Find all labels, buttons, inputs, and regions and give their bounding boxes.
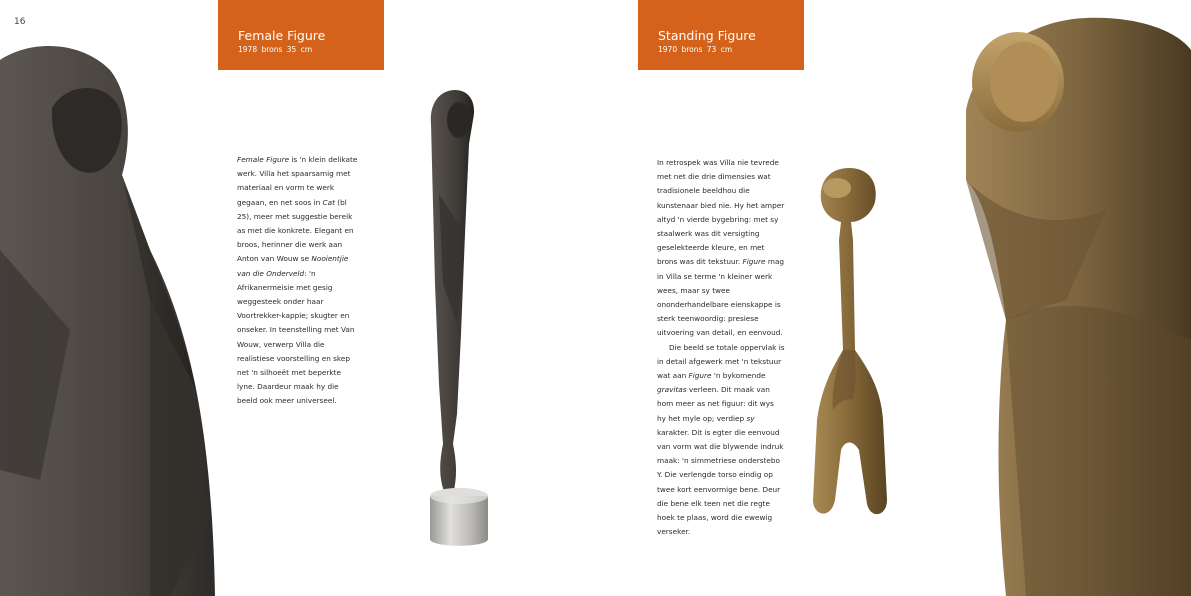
artwork-details: 1978 brons 35 cm <box>238 45 313 54</box>
right-page <box>596 0 1191 596</box>
female-figure-closeup-photo <box>0 0 225 596</box>
left-page <box>0 0 595 596</box>
standing-figure-closeup-photo <box>966 0 1191 596</box>
artwork-title: Female Figure <box>238 28 326 43</box>
female-figure-full-photo <box>413 84 503 554</box>
title-box-female-figure <box>218 0 384 70</box>
body-text <box>657 156 785 539</box>
paragraph: In retrospek was Villa nie tevrede met net die drie dimensies wat tradisionele beeldhou die kunstenaar bied nie. Hy het amper altyd 'n vierde bygebring: met sy staalwerk was dit versigting geselekteerde kleure, en met brons was dit tekstuur. Figure mag in Villa se terme 'n kleiner werk wees, maar sy twee ononderhandelbare eienskappe is sterk teenwoordig: presiese uitvoering van detail, en eenvoud. <box>657 158 785 338</box>
paragraph: Die beeld se totale oppervlak is in detail afgewerk met 'n tekstuur wat aan Figure 'n bykomende gravitas verleen. Dit maak van hom meer as net figuur: dit wys hy het myle op; verdiep sy karakter. Dit is egter die eenvoud van vorm wat die blywende indruk maak: 'n simmetriese onderstebo Y. Die verlengde torso eindig op twee kort eenvormige bene. Deur die bene elk teen net die regte hoek te plaas, word die ewewig verseker. <box>657 342 785 537</box>
page-number: 16 <box>14 17 26 27</box>
body-text <box>237 153 359 409</box>
artwork-details: 1970 brons 73 cm <box>658 45 733 54</box>
standing-figure-full-photo <box>795 160 905 530</box>
artwork-title: Standing Figure <box>658 28 756 43</box>
title-box-standing-figure <box>638 0 804 70</box>
paragraph: Female Figure is 'n klein delikate werk. Villa het spaarsamig met materiaal en vorm te werk gegaan, en net soos in Cat (bl 25), meer met suggestie bereik as met die konkrete. Elegant en broos, herinner die werk aan Anton van Wouw se Nooientjie van die Onderveld: 'n Afrikanermeisie met gesig weggesteek onder haar Voortrekker-kappie; skugter en onseker. In teenstelling met Van Wouw, verwerp Villa die realistiese voorstelling en skep net 'n silhoeët met beperkte lyne. Daardeur maak hy die beeld ook meer universeel. <box>237 155 358 406</box>
